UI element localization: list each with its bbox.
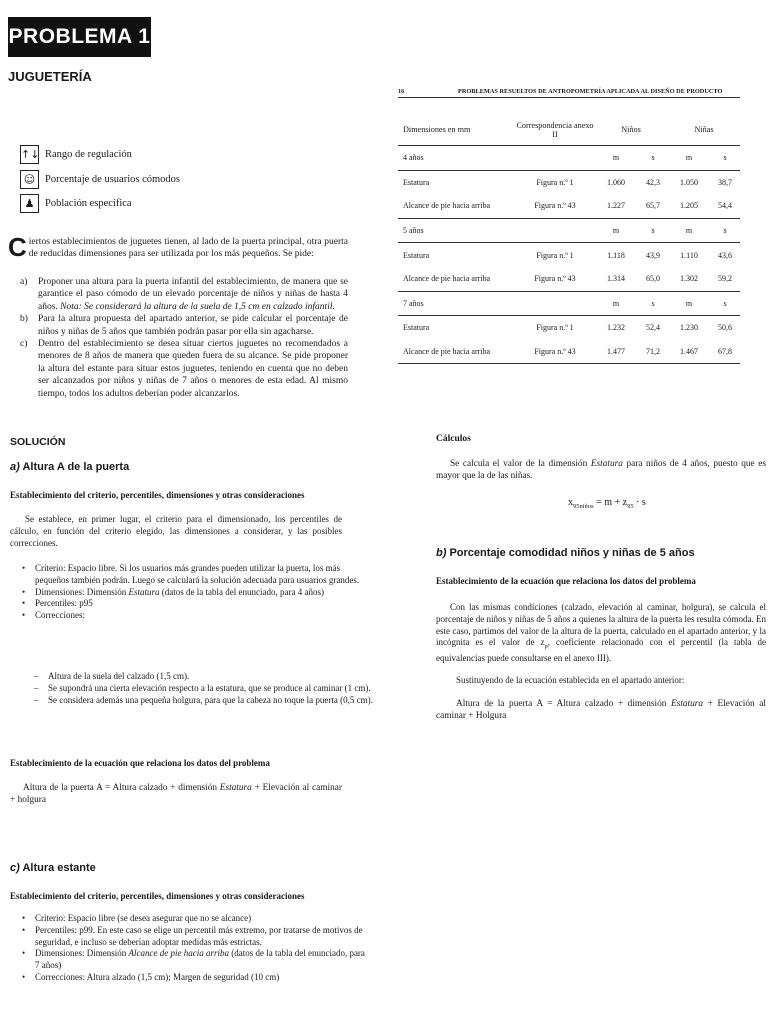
percentile-formula: $x_{95niños} = m + z_{95} \cdot s$ bbox=[568, 497, 646, 510]
table-row: 5 años m s m s bbox=[398, 218, 740, 243]
correction-item: – Se supondrá una cierta elevación respecto a la estatura, que se produce al caminar (1 cm). bbox=[48, 683, 388, 695]
bullet-item: • Correcciones: bbox=[35, 610, 370, 622]
page-number: 16 bbox=[398, 88, 405, 95]
intro-text: iertos establecimientos de juguetes tienen, al lado de la puerta principal, otra puerta de reducidas dimensiones para ser utilizada por los más pequeños. Se pide: bbox=[28, 237, 348, 260]
child-figure-icon: ♟ bbox=[20, 194, 39, 213]
table-header: Dimensiones en mm bbox=[398, 114, 516, 146]
question-list bbox=[8, 276, 348, 400]
problem-subtitle: JUGUETERÍA bbox=[8, 69, 92, 84]
bullet-item: • Dimensiones: Dimensión Estatura (datos de la tabla del enunciado, para 4 años) bbox=[35, 587, 370, 599]
legend-label: Porcentaje de usuarios cómodos bbox=[45, 173, 181, 185]
drop-cap: C bbox=[8, 232, 27, 262]
solution-heading: SOLUCIÓN bbox=[10, 436, 66, 448]
legend-label: Rango de regulación bbox=[45, 148, 132, 160]
note-text: Nota: Se considerará la altura de la suela de 1,5 cm en calzado infantil. bbox=[60, 301, 335, 312]
bullet-item: • Dimensiones: Dimensión Alcance de pie hacia arriba (datos de la tabla del enunciado, para 7 años) bbox=[35, 948, 370, 972]
calculos-heading: Cálculos bbox=[436, 434, 471, 444]
section-c-subheading: Establecimiento del criterio, percentiles, dimensiones y otras consideraciones bbox=[10, 891, 305, 901]
table-row: Estatura Figura n.º 1 1.232 52,4 1.230 50,6 bbox=[398, 316, 740, 340]
question-item: b) Para la altura propuesta del apartado anterior, se pide calcular el porcentaje de niños y niñas de 5 años que también podrán pasar por ella sin agacharse. bbox=[20, 314, 348, 337]
anthropometric-table bbox=[398, 114, 740, 364]
section-c-bullets bbox=[0, 913, 370, 984]
corrections-list bbox=[0, 671, 388, 706]
table-row: Estatura Figura n.º 1 1.060 42,3 1.050 38,7 bbox=[398, 170, 740, 194]
section-a-heading: a) Altura A de la puerta bbox=[10, 461, 130, 473]
correction-item: – Altura de la suela del calzado (1,5 cm). bbox=[48, 671, 388, 683]
section-c-heading: c) Altura estante bbox=[10, 862, 96, 874]
smiley-face-icon: ☺ bbox=[20, 170, 39, 189]
question-item: a) Proponer una altura para la puerta infantil del establecimiento, de manera que se garantice el paso cómodo de un elevado porcentaje de niños y niñas de hasta 4 años. Nota: Se considerará la altura de la suela de 1,5 cm en calzado infantil. bbox=[20, 277, 348, 312]
running-title: PROBLEMAS RESUELTOS DE ANTROPOMETRÍA APLICADA AL DISEÑO DE PRODUCTO bbox=[458, 88, 723, 95]
table-row: Estatura Figura n.º 1 1.118 43,9 1.110 43,6 bbox=[398, 243, 740, 267]
section-a-subheading: Establecimiento del criterio, percentiles, dimensiones y otras consideraciones bbox=[10, 490, 305, 500]
legend-item-range bbox=[20, 145, 132, 164]
range-arrows-icon: ↑↓ bbox=[20, 145, 39, 164]
table-row: 7 años m s m s bbox=[398, 291, 740, 316]
legend-item-population bbox=[20, 194, 132, 213]
section-b-paragraph-2: Sustituyendo de la ecuación establecida en el apartado anterior: bbox=[456, 675, 685, 685]
bullet-item: • Criterio: Espacio libre. Si los usuarios más grandes pueden utilizar la puerta, los más pequeños también podrán. Luego se calculará la solución adecuada para usuarios grandes. bbox=[35, 563, 370, 587]
table-row: Alcance de pie hacia arriba Figura n.º 43 1.477 71,2 1.467 67,8 bbox=[398, 340, 740, 364]
calculos-paragraph: Se calcula el valor de la dimensión Estatura para niños de 4 años, puesto que es mayor que la de las niñas. bbox=[436, 459, 767, 482]
section-a-paragraph: Se establece, en primer lugar, el criterio para el dimensionado, los percentiles de cálculo, en función del criterio elegido, las dimensiones a considerar, y las posibles correcciones. bbox=[10, 514, 342, 548]
section-a-bullets bbox=[0, 563, 370, 622]
bullet-item: • Criterio: Espacio libre (se desea asegurar que no se alcance) bbox=[35, 913, 370, 925]
bullet-item: • Percentiles: p99. En este caso se elige un percentil más extremo, por tratarse de motivos de seguridad, e incluso se deberían adoptar medidas más estrictas. bbox=[35, 925, 370, 949]
section-b-heading: b) Porcentaje comodidad niños y niñas de 5 años bbox=[436, 547, 695, 559]
section-a-equation-heading: Establecimiento de la ecuación que relaciona los datos del problema bbox=[10, 758, 270, 768]
table-row: Alcance de pie hacia arriba Figura n.º 43 1.227 65,7 1.205 54,4 bbox=[403, 201, 732, 211]
bullet-item: • Percentiles: p95 bbox=[35, 598, 370, 610]
section-b-equation: Altura de la puerta A = Altura calzado + dimensión Estatura + Elevación al caminar + Holgura bbox=[436, 699, 766, 722]
legend-item-comfort bbox=[20, 170, 180, 189]
intro-paragraph bbox=[8, 232, 348, 262]
table-header: Niños bbox=[594, 114, 668, 146]
bullet-item: • Correcciones: Altura alzado (1,5 cm); Margen de seguridad (10 cm) bbox=[35, 972, 370, 984]
table-header: Niñas bbox=[668, 114, 740, 146]
question-item: c) Dentro del establecimiento se desea situar ciertos juguetes no recomendados a menores de 8 años de manera que queden fuera de su alcance. Se pide proponer la altura del estante para situar estos juguetes, teniendo en cuenta que no deben ser alcanzados por niños y niñas de 7 años o menores de esta edad. Al mismo tiempo, todos los adultos deberían poder alcanzarlos. bbox=[20, 339, 348, 399]
correction-item: – Se considera además una pequeña holgura, para que la cabeza no toque la puerta (0,5 cm). bbox=[48, 695, 388, 707]
section-b-subheading: Establecimiento de la ecuación que relaciona los datos del problema bbox=[436, 576, 696, 586]
section-a-equation: Altura de la puerta A = Altura calzado + dimensión Estatura + Elevación al caminar + holgura bbox=[10, 783, 342, 806]
table-header-row bbox=[398, 114, 740, 146]
running-header bbox=[398, 88, 740, 98]
table-row: Alcance de pie hacia arriba Figura n.º 43 1.314 65,0 1.302 59,2 bbox=[403, 274, 732, 284]
legend-label: Población específica bbox=[45, 197, 132, 209]
section-b-paragraph: Con las mismas condiciones (calzado, elevación al caminar, holgura), se calcula el porcentaje de niños y niñas de 5 años a quienes la altura de la puerta les resulta cómoda. En este caso, partimos del valor de la altura de la puerta, calculado en el apartado anterior, y la incógnita es el valor de $z_p$, coeficiente relacionado con el percentil (la tabla de equivalencias puede consultarse en el anexo III). bbox=[436, 602, 766, 663]
problem-banner: PROBLEMA 1 bbox=[8, 17, 151, 57]
table-row: 4 años m s m s bbox=[398, 146, 740, 171]
table-header: Correspondencia anexo II bbox=[516, 114, 594, 146]
